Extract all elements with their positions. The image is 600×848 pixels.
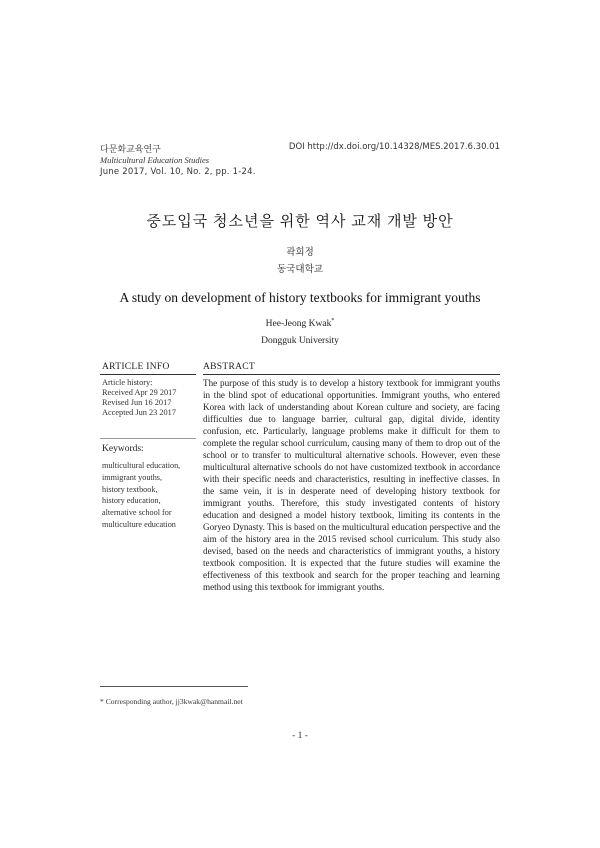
keywords-heading: Keywords:	[102, 444, 144, 454]
affiliation-kr: 동국대학교	[277, 265, 323, 275]
history-label: Article history:	[102, 378, 153, 387]
keyword-item: multicultural education,	[102, 461, 181, 470]
journal-name-kr: 다문화교육연구	[100, 145, 161, 155]
keyword-item: alternative school for	[102, 508, 172, 518]
article-info-rule	[100, 374, 196, 375]
doi-link[interactable]: DOI http://dx.doi.org/10.14328/MES.2017.6.30.01	[288, 142, 500, 152]
keyword-item: immigrant youths,	[102, 472, 163, 482]
journal-issue: June 2017, Vol. 10, No. 2, pp. 1-24.	[100, 167, 256, 177]
history-revised: Revised Jun 16 2017	[102, 398, 172, 407]
abstract-heading: ABSTRACT	[203, 362, 256, 372]
page-number: - 1 -	[292, 731, 308, 741]
keyword-item: history education,	[102, 496, 161, 506]
keywords-list	[102, 460, 196, 531]
history-accepted: Accepted Jun 23 2017	[102, 408, 176, 417]
journal-name-en: Multicultural Education Studies	[100, 155, 210, 165]
abstract-text: The purpose of this study is to develop a history textbook for immigrant youths in the blind spot of educational opportunities. Immigrant youths, who entered Korea with lack of understanding about Korean culture and society, are facing difficulties due to language barrier, cultural gap, digital divide, identity confusion, etc. Particularly, language problems make it difficult for them to complete the regular school curriculum, causing many of them to drop out of the school or to transfer to multicultural alternative schools. However, even these multicultural alternative schools do not have customized textbook in accordance with their specific needs and characteristics, resulting in ineffective classes. In the same vein, it is in desperate need of developing history textbook for immigrant youths. Therefore, this study investigated contents of history education and designed a model history textbook, limiting its contents in the Goryeo Dynasty. This is based on the multicultural education perspective and the aim of the history area in the 2015 revised school curriculum. This study also devised, based on the needs and characteristics of immigrant youths, a history textbook composition. It is expected that the future studies will examine the effectiveness of this textbook and search for the proper teaching and learning method using this textbook for immigrant youths.	[203, 378, 500, 592]
keyword-item: history textbook,	[102, 484, 158, 494]
affiliation-en: Dongguk University	[261, 336, 339, 346]
keywords-divider	[100, 438, 196, 439]
article-history	[102, 378, 192, 418]
author-name-en	[0, 318, 600, 329]
history-received: Received Apr 29 2017	[102, 388, 177, 397]
author-name-kr: 곽희정	[286, 248, 314, 258]
keyword-item: multiculture education	[102, 519, 176, 529]
author-name-text: Hee-Jeong Kwak	[265, 319, 332, 330]
abstract-rule	[203, 374, 500, 375]
footnote: * Corresponding author, jj3kwak@hanmail.net	[100, 697, 243, 706]
corresponding-author-mark: *	[331, 318, 335, 324]
page-title-en: A study on development of history textbooks for immigrant youths	[119, 290, 481, 305]
footnote-rule	[100, 686, 248, 687]
page-title-kr: 중도입국 청소년을 위한 역사 교재 개발 방안	[146, 214, 454, 230]
article-info-heading: ARTICLE INFO	[102, 362, 170, 372]
